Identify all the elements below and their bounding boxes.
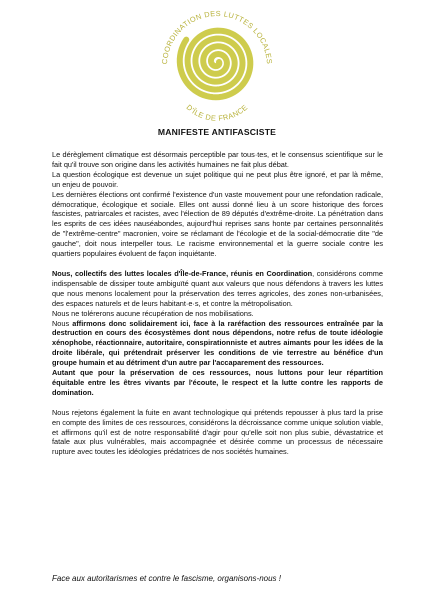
paragraph: La question écologique est devenue un sujet politique qui ne peut plus être ignoré, et par là même, un enjeu de pouvoir. [52,169,383,189]
closing-statement: Face aux autoritarismes et contre le fascisme, organisons-nous ! [52,574,281,583]
logo-top-text: COORDINATION DES LUTTES LOCALES [159,8,275,65]
paragraph: Nous affirmons donc solidairement ici, face à la raréfaction des ressources entraînée par la destruction en cours des écosystèmes dont nous dépendons, notre refus de toute idéologie xénophobe, réactionnaire, autoritaire, conspirationniste et autres aimants pour les idées de la droite libérale, qui prétendrait préserver les conditions de vie terrestre au bénéfice d'un groupe humain et au détriment d'un autre par l'accaparement des ressources. [52,318,384,368]
document-title: MANIFESTE ANTIFASCISTE [157,127,277,137]
paragraph: Le dérèglement climatique est désormais perceptible par tous·tes, et le consensus scientifique sur le fait qu'il trouve son origine dans les activités humaines ne fait plus débat. [52,150,383,169]
paragraph: Nous ne tolérerons aucune récupération de nos mobilisations. [52,308,254,318]
paragraph: Les dernières élections ont confirmé l'existence d'un vaste mouvement pour une refondation radicale, démocratique, écologique et sociale. Elles ont aussi donné lieu à un score historique des forces fascistes, patriarcales et racistes, avec l'élection de 89 députés d'extrême-droite. La pénétration dans les esprits de ces idées nauséabondes, aujourd'hui reprises sans honte par certaines personnalités de "l'extrême-centre" macronien, voire se réclamant de l'écologie et de la social-démocratie dite "de gauche", doit nous interpeller tous. Le racisme environnemental et la guerre sociale contre les quartiers populaires évoluent de façon inquiétante. [52,189,383,259]
paragraph: Nous, collectifs des luttes locales d'Île-de-France, réunis en Coordination, considérons comme indispensable de dissiper toute ambiguïté quant aux valeurs que nous défendons à travers les luttes que nous menons localement pour la préservation des terres agricoles, des zones non-urbanisées, des espaces naturels et de leurs habitant·e·s, et contre la métropolisation. [52,268,383,308]
coordination-logo [137,2,297,124]
bold-text: affirmons donc solidairement ici, face à la raréfaction des ressources entraînée par la destruction en cours des écosystèmes dont nous dépendons, notre refus de toute idéologie xénophobe, réactionnaire, autoritaire, conspirationniste et autres aimants pour les idées de la droite libérale, qui prétendrait préserver les conditions de vie terrestre au bénéfice d'un groupe humain et au détriment d'un autre par l'accaparement des ressources. [52,318,384,368]
logo-bottom-text: D'ÎLE DE FRANCE [184,102,250,123]
manifesto-body [52,150,383,457]
spiral-icon [180,31,251,98]
paragraph: Autant que pour la préservation de ces ressources, nous luttons pour leur répartition équitable entre les êtres vivants par l'écoute, le respect et la lutte contre les rapports de domination. [52,368,383,397]
bold-text: Nous, collectifs des luttes locales d'Île-de-France, réunis en Coordination [52,268,313,278]
paragraph: Nous rejetons également la fuite en avant technologique qui prétends repousser à plus tard la prise en compte des limites de ces ressources, considérons la décroissance comme unique solution viable, et affirmons qu'il est de notre responsabilité d'agir pour qu'elle soit non plus subie, dévastatrice et fatale aux plus vulnérables, mais accompagnée et désirée comme un processus de nécessaire rupture avec toutes les idéologies prédatrices de nos sociétés humaines. [52,407,383,457]
